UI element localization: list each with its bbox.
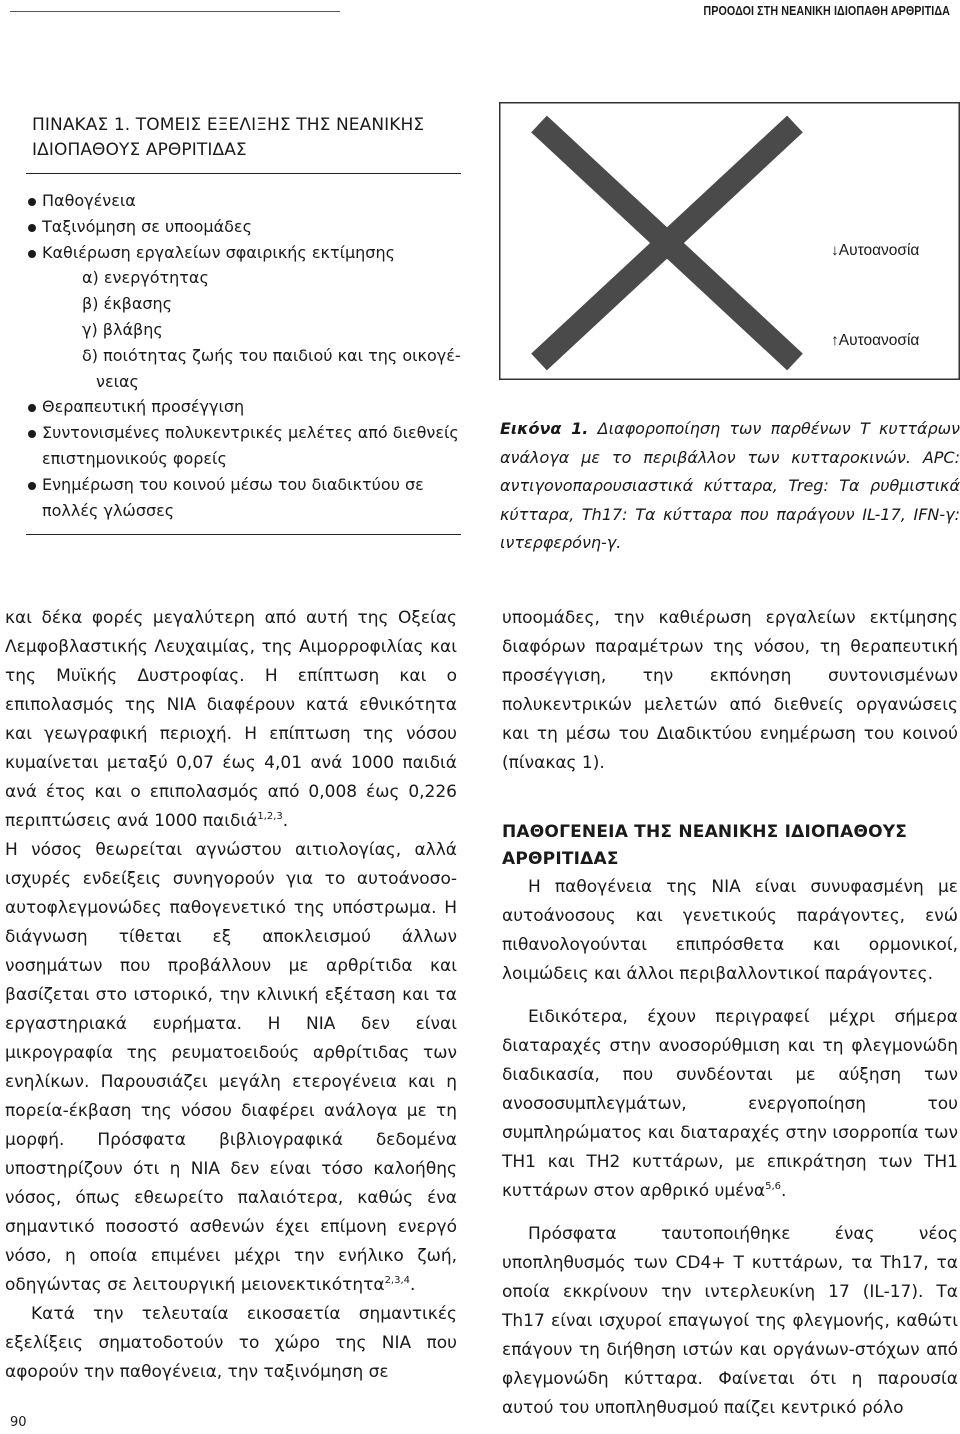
list-subitem: δ) ποιότητας ζωής του παιδιού και της οικογέ- <box>82 345 461 365</box>
paragraph-end: . <box>780 1181 787 1201</box>
paragraph <box>502 1003 958 1206</box>
table-1-list <box>26 188 461 523</box>
table-1-top-rule <box>26 173 461 174</box>
caption-text: Διαφοροποίηση των παρθένων Τ κυττάρων ανάλογα με το περιβάλλον των κυτταροκινών. APC: αντιγονοπαρουσιαστικά κύτταρα, Treg: Τα ρυθμιστικά κύτταρα, Th17: Τα κύτταρα που παράγουν IL-17, IFN-γ: ιντερφερόνη-γ. <box>500 419 960 552</box>
caption-lead: Εικόνα 1. <box>500 419 589 438</box>
paragraph-end: . <box>410 1275 416 1295</box>
header-rule <box>10 11 340 12</box>
table-1 <box>26 113 461 535</box>
running-header <box>0 0 960 32</box>
paragraph-text: Ειδικότερα, έχουν περιγραφεί μέχρι σήμερα διαταραχές στην ανοσορύθμιση και τη φλεγμονώδη διαδικασία, που συνδέονται με αύξηση των ανοσοσυμπλεγμάτων, ενεργοποίηση του συμπληρώματος και διαταραχές στην ισορροπία των ΤΗ1 και ΤΗ2 κυττάρων, με επικράτηση των ΤΗ1 κυττάρων στον αρθρικό υμένα <box>502 1007 958 1201</box>
figure-1 <box>499 102 960 380</box>
table-1-title-line-1: ΠΙΝΑΚΑΣ 1. ΤΟΜΕΙΣ ΕΞΕΛΙΞΗΣ ΤΗΣ ΝΕΑΝΙΚΗΣ <box>32 115 425 135</box>
table-1-title-line-2: ΙΔΙΟΠΑΘΟΥΣ ΑΡΘΡΙΤΙΔΑΣ <box>32 140 247 160</box>
reference-superscript: 1,2,3 <box>257 811 283 822</box>
list-item-continuation: πολλές γλώσσες <box>42 500 175 520</box>
paragraph-end: . <box>282 811 289 831</box>
figure-1-caption <box>500 415 960 558</box>
list-subitem: β) έκβασης <box>82 294 173 314</box>
paragraph: υποομάδες, την καθιέρωση εργαλείων εκτίμησης διαφόρων παραμέτρων της νόσου, τη θεραπευτική προσέγγιση, την εκπόνηση συντονισμένων πολυκεντρικών μελετών από διεθνείς οργανώσεις και τη μέσω του Διαδικτύου ενημέρωση του κοινού (πίνακας 1). <box>502 608 958 773</box>
page-number: 90 <box>10 1415 27 1430</box>
table-1-title <box>32 113 461 163</box>
section-heading: ΠΑΘΟΓΕΝΕΙΑ ΤΗΣ ΝΕΑΝΙΚΗΣ ΙΔΙΟΠΑΘΟΥΣ ΑΡΘΡΙΤΙΔΑΣ <box>502 822 908 869</box>
label-decreased-autoimmunity: ↓Αυτοανοσία <box>831 242 920 259</box>
list-item: Ταξινόμηση σε υποομάδες <box>26 214 461 240</box>
paragraph-text: Η νόσος θεωρείται αγνώστου αιτιολογίας, αλλά ισχυρές ενδείξεις συνηγορούν για το αυτοάνοσο-αυτοφλεγμονώδες παθογενετικό της υπόστρωμα. Η διάγνωση τίθεται εξ αποκλεισμού άλλων νοσημάτων που προβάλλουν με αρθρίτιδα και βασίζεται στο ιστορικό, την κλινική εξέταση και τα εργαστηριακά ευρήματα. Η ΝΙΑ δεν είναι μικρογραφία της ρευματοειδούς αρθρίτιδας των ενηλίκων. Παρουσιάζει μεγάλη ετερογένεια και η πορεία-έκβαση της νόσου διαφέρει ανάλογα με τη μορφή. Πρόσφατα βιβλιογραφικά δεδομένα υποστηρίζουν ότι η ΝΙΑ δεν είναι τόσο καλοήθης νόσος, όπως εθεωρείτο παλαιότερα, καθώς ένα σημαντικό ποσοστό ασθενών έχει επίμονη ενεργό νόσο, η οποία επιμένει μέχρι την ενήλικο ζωή, οδηγώντας σε λειτουργική μειονεκτικότητα <box>5 840 457 1295</box>
list-item: Καθιέρωση εργαλείων σφαιρικής εκτίμησης <box>26 240 461 266</box>
paragraph <box>5 836 457 1300</box>
list-subitem: γ) βλάβης <box>82 319 163 339</box>
paragraph: Πρόσφατα ταυτοποιήθηκε ένας νέος υποπληθυσμός των CD4+ Τ κυττάρων, τα Th17, τα οποία εκκρίνουν την ιντερλευκίνη 17 (IL-17). Τα Th17 είναι ισχυροί επαγωγοί της φλεγμονής, καθώτι επάγουν τη διήθηση ιστών και οργάνων-στόχων από φλεγμονώδη κύτταρα. Φαίνεται ότι η παρουσία αυτού του υποπληθυσμού παίζει κεντρικό ρόλο <box>502 1224 958 1418</box>
table-1-bottom-rule <box>26 534 461 535</box>
list-item: Θεραπευτική προσέγγιση <box>26 394 461 420</box>
journal-section-title: ΠΡΟΟΔΟΙ ΣΤΗ ΝΕΑΝΙΚΗ ΙΔΙΟΠΑΘΗ ΑΡΘΡΙΤΙΔΑ <box>703 4 950 18</box>
paragraph-text: και δέκα φορές μεγαλύτερη από αυτή της Οξείας Λεμφοβλαστικής Λευχαιμίας, της Αιμορροφιλίας και της Μυϊκής Δυστροφίας. Η επίπτωση και ο επιπολασμός της ΝΙΑ διαφέρουν κατά εθνικότητα και γεωγραφική περιοχή. Η επίπτωση της νόσου κυμαίνεται μεταξύ 0,07 έως 4,01 ανά 1000 παιδιά ανά έτος και ο επιπολασμός από 0,008 έως 0,226 περιπτώσεις ανά 1000 παιδιά <box>5 608 457 831</box>
list-item: Συντονισμένες πολυκεντρικές μελέτες από διεθνείς <box>26 420 461 446</box>
paragraph: Κατά την τελευταία εικοσαετία σημαντικές εξελίξεις σηματοδοτούν το χώρο της ΝΙΑ που αφορούν την παθογένεια, την ταξινόμηση σε <box>5 1304 457 1382</box>
paragraph <box>5 604 457 836</box>
body-column-left <box>5 604 457 1387</box>
list-item-continuation: επιστημονικούς φορείς <box>42 448 227 468</box>
list-item: Παθογένεια <box>26 188 461 214</box>
list-item: Ενημέρωση του κοινού μέσω του διαδικτύου σε <box>26 472 461 498</box>
label-increased-autoimmunity: ↑Αυτοανοσία <box>831 332 920 349</box>
reference-superscript: 2,3,4 <box>384 1275 411 1286</box>
list-subitem-continuation: νειας <box>96 371 139 391</box>
list-subitem: α) ενεργότητας <box>82 268 209 288</box>
body-column-right <box>502 604 958 1423</box>
paragraph: Η παθογένεια της ΝΙΑ είναι συνυφασμένη με αυτοάνοσους και γενετικούς παράγοντες, ενώ πιθανολογούνται επιπρόσθετα και ορμονικοί, λοιμώδεις και άλλοι περιβαλλοντικοί παράγοντες. <box>502 877 958 984</box>
reference-superscript: 5,6 <box>765 1181 781 1192</box>
figure-1-graphic <box>499 102 960 380</box>
